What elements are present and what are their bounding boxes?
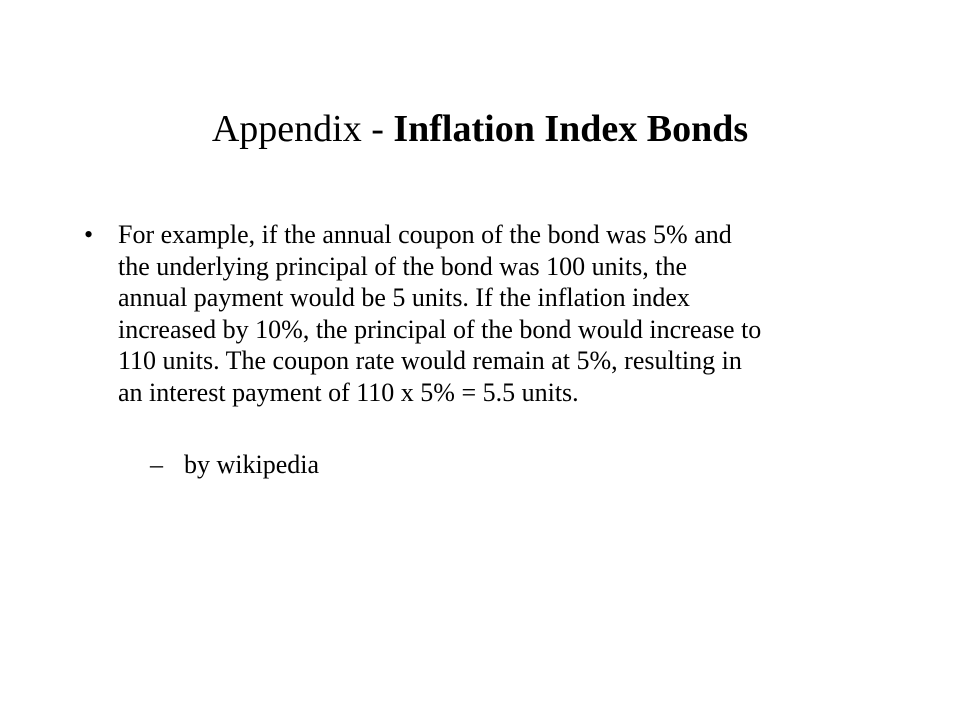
bullet-line: the underlying principal of the bond was 100 units, the [118,251,688,281]
slide-title-emphasis: Inflation Index Bonds [393,108,749,150]
bullet-line: 110 units. The coupon rate would remain at 5%, resulting in [118,346,742,375]
bullet-line: increased by 10%, the principal of the bond would increase to [118,314,762,344]
source-attribution: by wikipedia [184,450,320,479]
sub-bullet-marker: – [150,450,163,479]
bullet-line: annual payment would be 5 units. If the inflation index [118,283,690,312]
bullet-marker: • [84,220,94,249]
bullet-line: For example, if the annual coupon of the bond was 5% and [118,220,732,249]
bullet-item [84,219,884,408]
bullet-text [118,219,888,408]
bullet-line: an interest payment of 110 x 5% = 5.5 units. [118,377,579,407]
sub-bullet-item [150,449,550,481]
slide-title [0,106,960,152]
slide-title-prefix: Appendix - [211,108,394,150]
